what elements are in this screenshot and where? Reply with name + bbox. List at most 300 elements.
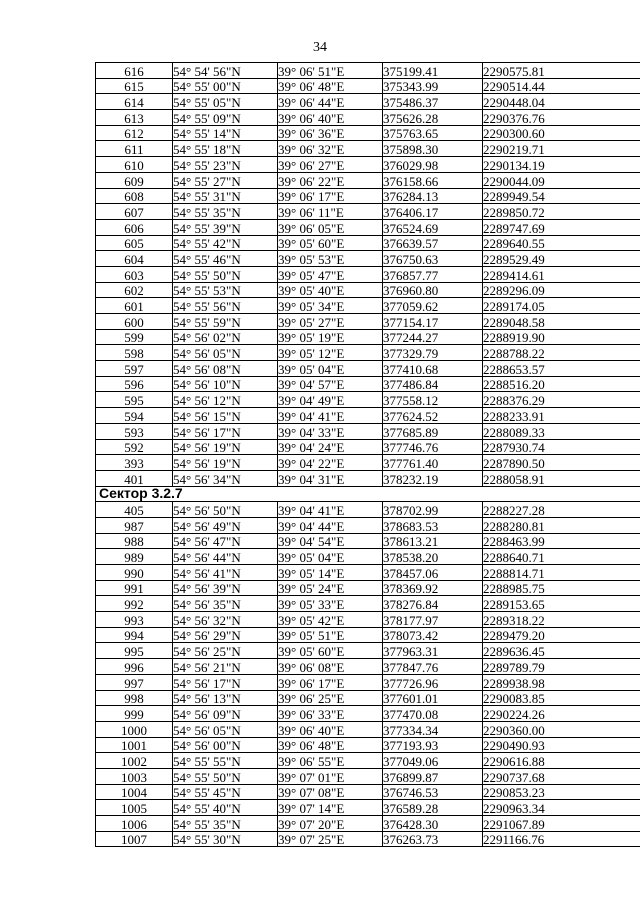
y-coordinate-cell: 2289318.22 — [483, 612, 640, 628]
latitude-cell: 54° 55' 31"N — [173, 188, 278, 204]
longitude-cell: 39° 06' 17"E — [278, 188, 383, 204]
latitude-cell: 54° 55' 09"N — [173, 110, 278, 126]
y-coordinate-cell: 2290134.19 — [483, 157, 640, 173]
table-row — [96, 612, 640, 628]
x-coordinate-cell: 377601.01 — [383, 690, 483, 706]
table-row — [96, 517, 640, 533]
table-row — [96, 627, 640, 643]
table-row — [96, 235, 640, 251]
y-coordinate-cell: 2290300.60 — [483, 125, 640, 141]
longitude-cell: 39° 06' 51"E — [278, 63, 383, 79]
point-number-cell: 996 — [96, 659, 173, 675]
latitude-cell: 54° 55' 23"N — [173, 157, 278, 173]
y-coordinate-cell: 2287890.50 — [483, 455, 640, 471]
longitude-cell: 39° 04' 33"E — [278, 423, 383, 439]
table-row — [96, 816, 640, 832]
x-coordinate-cell: 376158.66 — [383, 172, 483, 188]
x-coordinate-cell: 378457.06 — [383, 565, 483, 581]
longitude-cell: 39° 05' 47"E — [278, 266, 383, 282]
table-row — [96, 439, 640, 455]
latitude-cell: 54° 55' 50"N — [173, 768, 278, 784]
longitude-cell: 39° 07' 01"E — [278, 768, 383, 784]
x-coordinate-cell: 375898.30 — [383, 141, 483, 157]
x-coordinate-cell: 376284.13 — [383, 188, 483, 204]
x-coordinate-cell: 378276.84 — [383, 596, 483, 612]
point-number-cell: 405 — [96, 502, 173, 518]
longitude-cell: 39° 06' 17"E — [278, 674, 383, 690]
page-number: 34 — [313, 40, 327, 55]
y-coordinate-cell: 2289296.09 — [483, 282, 640, 298]
point-number-cell: 608 — [96, 188, 173, 204]
y-coordinate-cell: 2288233.91 — [483, 408, 640, 424]
point-number-cell: 393 — [96, 455, 173, 471]
x-coordinate-cell: 376406.17 — [383, 204, 483, 220]
point-number-cell: 606 — [96, 219, 173, 235]
table-row — [96, 78, 640, 94]
y-coordinate-cell: 2290224.26 — [483, 706, 640, 722]
x-coordinate-cell: 378177.97 — [383, 612, 483, 628]
sector-header — [96, 486, 640, 502]
table-row — [96, 141, 640, 157]
longitude-cell: 39° 05' 19"E — [278, 329, 383, 345]
longitude-cell: 39° 06' 08"E — [278, 659, 383, 675]
table-row — [96, 219, 640, 235]
point-number-cell: 989 — [96, 549, 173, 565]
y-coordinate-cell: 2288280.81 — [483, 517, 640, 533]
point-number-cell: 602 — [96, 282, 173, 298]
latitude-cell: 54° 56' 02"N — [173, 329, 278, 345]
latitude-cell: 54° 56' 05"N — [173, 345, 278, 361]
table-row — [96, 361, 640, 377]
longitude-cell: 39° 06' 32"E — [278, 141, 383, 157]
x-coordinate-cell: 378369.92 — [383, 580, 483, 596]
longitude-cell: 39° 05' 60"E — [278, 643, 383, 659]
y-coordinate-cell: 2289153.65 — [483, 596, 640, 612]
table-row — [96, 831, 640, 847]
longitude-cell: 39° 06' 48"E — [278, 737, 383, 753]
latitude-cell: 54° 56' 35"N — [173, 596, 278, 612]
latitude-cell: 54° 56' 49"N — [173, 517, 278, 533]
longitude-cell: 39° 06' 05"E — [278, 219, 383, 235]
x-coordinate-cell: 375486.37 — [383, 94, 483, 110]
latitude-cell: 54° 55' 35"N — [173, 204, 278, 220]
point-number-cell: 592 — [96, 439, 173, 455]
point-number-cell: 988 — [96, 533, 173, 549]
point-number-cell: 612 — [96, 125, 173, 141]
longitude-cell: 39° 05' 24"E — [278, 580, 383, 596]
longitude-cell: 39° 05' 40"E — [278, 282, 383, 298]
table-row — [96, 753, 640, 769]
longitude-cell: 39° 04' 44"E — [278, 517, 383, 533]
y-coordinate-cell: 2289789.79 — [483, 659, 640, 675]
x-coordinate-cell: 377329.79 — [383, 345, 483, 361]
x-coordinate-cell: 377847.76 — [383, 659, 483, 675]
longitude-cell: 39° 04' 41"E — [278, 408, 383, 424]
y-coordinate-cell: 2289850.72 — [483, 204, 640, 220]
point-number-cell: 605 — [96, 235, 173, 251]
point-number-cell: 1002 — [96, 753, 173, 769]
x-coordinate-cell: 375763.65 — [383, 125, 483, 141]
longitude-cell: 39° 06' 33"E — [278, 706, 383, 722]
longitude-cell: 39° 04' 41"E — [278, 502, 383, 518]
longitude-cell: 39° 05' 53"E — [278, 251, 383, 267]
point-number-cell: 401 — [96, 470, 173, 486]
point-number-cell: 601 — [96, 298, 173, 314]
longitude-cell: 39° 06' 27"E — [278, 157, 383, 173]
x-coordinate-cell: 377244.27 — [383, 329, 483, 345]
table-row — [96, 737, 640, 753]
point-number-cell: 614 — [96, 94, 173, 110]
latitude-cell: 54° 55' 42"N — [173, 235, 278, 251]
latitude-cell: 54° 56' 17"N — [173, 423, 278, 439]
point-number-cell: 595 — [96, 392, 173, 408]
longitude-cell: 39° 04' 31"E — [278, 470, 383, 486]
longitude-cell: 39° 05' 14"E — [278, 565, 383, 581]
point-number-cell: 615 — [96, 78, 173, 94]
longitude-cell: 39° 07' 14"E — [278, 800, 383, 816]
x-coordinate-cell: 378613.21 — [383, 533, 483, 549]
point-number-cell: 998 — [96, 690, 173, 706]
longitude-cell: 39° 07' 08"E — [278, 784, 383, 800]
x-coordinate-cell: 377624.52 — [383, 408, 483, 424]
coordinates-table-body-before — [96, 63, 640, 487]
table-row — [96, 580, 640, 596]
point-number-cell: 1000 — [96, 721, 173, 737]
longitude-cell: 39° 07' 25"E — [278, 831, 383, 847]
latitude-cell: 54° 55' 50"N — [173, 266, 278, 282]
latitude-cell: 54° 55' 59"N — [173, 314, 278, 330]
x-coordinate-cell: 378232.19 — [383, 470, 483, 486]
longitude-cell: 39° 04' 54"E — [278, 533, 383, 549]
y-coordinate-cell: 2288376.29 — [483, 392, 640, 408]
x-coordinate-cell: 377470.08 — [383, 706, 483, 722]
longitude-cell: 39° 06' 25"E — [278, 690, 383, 706]
table-row — [96, 659, 640, 675]
x-coordinate-cell: 378683.53 — [383, 517, 483, 533]
y-coordinate-cell: 2291067.89 — [483, 816, 640, 832]
longitude-cell: 39° 05' 42"E — [278, 612, 383, 628]
y-coordinate-cell: 2289048.58 — [483, 314, 640, 330]
table-row — [96, 674, 640, 690]
longitude-cell: 39° 05' 12"E — [278, 345, 383, 361]
y-coordinate-cell: 2290219.71 — [483, 141, 640, 157]
y-coordinate-cell: 2289640.55 — [483, 235, 640, 251]
y-coordinate-cell: 2288788.22 — [483, 345, 640, 361]
y-coordinate-cell: 2290514.44 — [483, 78, 640, 94]
table-row — [96, 690, 640, 706]
latitude-cell: 54° 56' 29"N — [173, 627, 278, 643]
latitude-cell: 54° 55' 40"N — [173, 800, 278, 816]
latitude-cell: 54° 55' 35"N — [173, 816, 278, 832]
longitude-cell: 39° 05' 51"E — [278, 627, 383, 643]
point-number-cell: 598 — [96, 345, 173, 361]
longitude-cell: 39° 06' 40"E — [278, 110, 383, 126]
table-row — [96, 392, 640, 408]
latitude-cell: 54° 56' 34"N — [173, 470, 278, 486]
longitude-cell: 39° 05' 04"E — [278, 549, 383, 565]
table-row — [96, 188, 640, 204]
sector-label: Сектор 3.2.7 — [96, 486, 640, 502]
point-number-cell: 1004 — [96, 784, 173, 800]
point-number-cell: 1003 — [96, 768, 173, 784]
longitude-cell: 39° 04' 49"E — [278, 392, 383, 408]
point-number-cell: 597 — [96, 361, 173, 377]
longitude-cell: 39° 05' 33"E — [278, 596, 383, 612]
longitude-cell: 39° 04' 57"E — [278, 376, 383, 392]
latitude-cell: 54° 56' 19"N — [173, 439, 278, 455]
table-row — [96, 266, 640, 282]
longitude-cell: 39° 06' 48"E — [278, 78, 383, 94]
point-number-cell: 1001 — [96, 737, 173, 753]
table-row — [96, 345, 640, 361]
table-row — [96, 784, 640, 800]
x-coordinate-cell: 378702.99 — [383, 502, 483, 518]
x-coordinate-cell: 377334.34 — [383, 721, 483, 737]
latitude-cell: 54° 55' 30"N — [173, 831, 278, 847]
y-coordinate-cell: 2288640.71 — [483, 549, 640, 565]
latitude-cell: 54° 55' 53"N — [173, 282, 278, 298]
y-coordinate-cell: 2288653.57 — [483, 361, 640, 377]
y-coordinate-cell: 2290490.93 — [483, 737, 640, 753]
table-row — [96, 110, 640, 126]
latitude-cell: 54° 56' 41"N — [173, 565, 278, 581]
latitude-cell: 54° 56' 32"N — [173, 612, 278, 628]
latitude-cell: 54° 55' 55"N — [173, 753, 278, 769]
latitude-cell: 54° 55' 56"N — [173, 298, 278, 314]
table-row — [96, 533, 640, 549]
latitude-cell: 54° 55' 05"N — [173, 94, 278, 110]
y-coordinate-cell: 2289636.45 — [483, 643, 640, 659]
sector-row — [96, 486, 640, 502]
point-number-cell: 610 — [96, 157, 173, 173]
coordinates-table-body-after — [96, 502, 640, 847]
y-coordinate-cell: 2290376.76 — [483, 110, 640, 126]
latitude-cell: 54° 55' 00"N — [173, 78, 278, 94]
x-coordinate-cell: 377410.68 — [383, 361, 483, 377]
point-number-cell: 593 — [96, 423, 173, 439]
point-number-cell: 997 — [96, 674, 173, 690]
latitude-cell: 54° 56' 13"N — [173, 690, 278, 706]
y-coordinate-cell: 2290448.04 — [483, 94, 640, 110]
y-coordinate-cell: 2290575.81 — [483, 63, 640, 79]
longitude-cell: 39° 06' 44"E — [278, 94, 383, 110]
table-row — [96, 376, 640, 392]
x-coordinate-cell: 377049.06 — [383, 753, 483, 769]
latitude-cell: 54° 56' 09"N — [173, 706, 278, 722]
x-coordinate-cell: 376029.98 — [383, 157, 483, 173]
table-row — [96, 565, 640, 581]
latitude-cell: 54° 56' 10"N — [173, 376, 278, 392]
table-row — [96, 63, 640, 79]
longitude-cell: 39° 04' 24"E — [278, 439, 383, 455]
y-coordinate-cell: 2289174.05 — [483, 298, 640, 314]
latitude-cell: 54° 56' 19"N — [173, 455, 278, 471]
table-row — [96, 423, 640, 439]
table-row — [96, 768, 640, 784]
y-coordinate-cell: 2289938.98 — [483, 674, 640, 690]
y-coordinate-cell: 2288227.28 — [483, 502, 640, 518]
x-coordinate-cell: 377963.31 — [383, 643, 483, 659]
x-coordinate-cell: 376899.87 — [383, 768, 483, 784]
point-number-cell: 600 — [96, 314, 173, 330]
y-coordinate-cell: 2289529.49 — [483, 251, 640, 267]
y-coordinate-cell: 2290083.85 — [483, 690, 640, 706]
x-coordinate-cell: 376960.80 — [383, 282, 483, 298]
point-number-cell: 994 — [96, 627, 173, 643]
table-row — [96, 800, 640, 816]
table-row — [96, 549, 640, 565]
latitude-cell: 54° 56' 21"N — [173, 659, 278, 675]
table-row — [96, 408, 640, 424]
point-number-cell: 594 — [96, 408, 173, 424]
x-coordinate-cell: 376746.53 — [383, 784, 483, 800]
x-coordinate-cell: 377685.89 — [383, 423, 483, 439]
longitude-cell: 39° 04' 22"E — [278, 455, 383, 471]
y-coordinate-cell: 2289747.69 — [483, 219, 640, 235]
coordinates-table — [95, 62, 640, 847]
latitude-cell: 54° 55' 27"N — [173, 172, 278, 188]
x-coordinate-cell: 377746.76 — [383, 439, 483, 455]
table-row — [96, 172, 640, 188]
y-coordinate-cell: 2288919.90 — [483, 329, 640, 345]
x-coordinate-cell: 375199.41 — [383, 63, 483, 79]
x-coordinate-cell: 376589.28 — [383, 800, 483, 816]
point-number-cell: 603 — [96, 266, 173, 282]
latitude-cell: 54° 56' 15"N — [173, 408, 278, 424]
table-row — [96, 94, 640, 110]
table-row — [96, 470, 640, 486]
table-row — [96, 204, 640, 220]
x-coordinate-cell: 376428.30 — [383, 816, 483, 832]
point-number-cell: 611 — [96, 141, 173, 157]
latitude-cell: 54° 56' 00"N — [173, 737, 278, 753]
latitude-cell: 54° 56' 47"N — [173, 533, 278, 549]
y-coordinate-cell: 2290737.68 — [483, 768, 640, 784]
point-number-cell: 596 — [96, 376, 173, 392]
longitude-cell: 39° 06' 55"E — [278, 753, 383, 769]
table-row — [96, 125, 640, 141]
longitude-cell: 39° 07' 20"E — [278, 816, 383, 832]
latitude-cell: 54° 56' 05"N — [173, 721, 278, 737]
y-coordinate-cell: 2288516.20 — [483, 376, 640, 392]
point-number-cell: 992 — [96, 596, 173, 612]
y-coordinate-cell: 2288089.33 — [483, 423, 640, 439]
longitude-cell: 39° 06' 11"E — [278, 204, 383, 220]
y-coordinate-cell: 2289479.20 — [483, 627, 640, 643]
x-coordinate-cell: 377726.96 — [383, 674, 483, 690]
latitude-cell: 54° 56' 25"N — [173, 643, 278, 659]
point-number-cell: 609 — [96, 172, 173, 188]
longitude-cell: 39° 06' 36"E — [278, 125, 383, 141]
point-number-cell: 1006 — [96, 816, 173, 832]
latitude-cell: 54° 54' 56"N — [173, 63, 278, 79]
point-number-cell: 1007 — [96, 831, 173, 847]
latitude-cell: 54° 55' 18"N — [173, 141, 278, 157]
longitude-cell: 39° 05' 60"E — [278, 235, 383, 251]
x-coordinate-cell: 376263.73 — [383, 831, 483, 847]
table-row — [96, 314, 640, 330]
y-coordinate-cell: 2288463.99 — [483, 533, 640, 549]
point-number-cell: 616 — [96, 63, 173, 79]
table-row — [96, 596, 640, 612]
point-number-cell: 1005 — [96, 800, 173, 816]
latitude-cell: 54° 56' 08"N — [173, 361, 278, 377]
latitude-cell: 54° 56' 17"N — [173, 674, 278, 690]
x-coordinate-cell: 376524.69 — [383, 219, 483, 235]
y-coordinate-cell: 2287930.74 — [483, 439, 640, 455]
y-coordinate-cell: 2290360.00 — [483, 721, 640, 737]
x-coordinate-cell: 377154.17 — [383, 314, 483, 330]
longitude-cell: 39° 05' 04"E — [278, 361, 383, 377]
y-coordinate-cell: 2290963.34 — [483, 800, 640, 816]
latitude-cell: 54° 55' 45"N — [173, 784, 278, 800]
y-coordinate-cell: 2288814.71 — [483, 565, 640, 581]
point-number-cell: 613 — [96, 110, 173, 126]
latitude-cell: 54° 55' 39"N — [173, 219, 278, 235]
x-coordinate-cell: 375343.99 — [383, 78, 483, 94]
x-coordinate-cell: 377193.93 — [383, 737, 483, 753]
y-coordinate-cell: 2288985.75 — [483, 580, 640, 596]
y-coordinate-cell: 2290616.88 — [483, 753, 640, 769]
latitude-cell: 54° 55' 14"N — [173, 125, 278, 141]
x-coordinate-cell: 376857.77 — [383, 266, 483, 282]
latitude-cell: 54° 55' 46"N — [173, 251, 278, 267]
table-row — [96, 455, 640, 471]
point-number-cell: 987 — [96, 517, 173, 533]
x-coordinate-cell: 377558.12 — [383, 392, 483, 408]
y-coordinate-cell: 2291166.76 — [483, 831, 640, 847]
table-row — [96, 706, 640, 722]
table-row — [96, 721, 640, 737]
table-row — [96, 157, 640, 173]
x-coordinate-cell: 377761.40 — [383, 455, 483, 471]
x-coordinate-cell: 378073.42 — [383, 627, 483, 643]
point-number-cell: 990 — [96, 565, 173, 581]
x-coordinate-cell: 376750.63 — [383, 251, 483, 267]
longitude-cell: 39° 06' 22"E — [278, 172, 383, 188]
longitude-cell: 39° 06' 40"E — [278, 721, 383, 737]
table-row — [96, 251, 640, 267]
y-coordinate-cell: 2289949.54 — [483, 188, 640, 204]
point-number-cell: 993 — [96, 612, 173, 628]
y-coordinate-cell: 2290853.23 — [483, 784, 640, 800]
table-row — [96, 502, 640, 518]
longitude-cell: 39° 05' 27"E — [278, 314, 383, 330]
point-number-cell: 999 — [96, 706, 173, 722]
point-number-cell: 991 — [96, 580, 173, 596]
table-row — [96, 643, 640, 659]
latitude-cell: 54° 56' 39"N — [173, 580, 278, 596]
table-row — [96, 282, 640, 298]
x-coordinate-cell: 375626.28 — [383, 110, 483, 126]
table-row — [96, 329, 640, 345]
point-number-cell: 607 — [96, 204, 173, 220]
longitude-cell: 39° 05' 34"E — [278, 298, 383, 314]
y-coordinate-cell: 2289414.61 — [483, 266, 640, 282]
x-coordinate-cell: 377486.84 — [383, 376, 483, 392]
x-coordinate-cell: 376639.57 — [383, 235, 483, 251]
latitude-cell: 54° 56' 50"N — [173, 502, 278, 518]
table-row — [96, 298, 640, 314]
latitude-cell: 54° 56' 12"N — [173, 392, 278, 408]
x-coordinate-cell: 378538.20 — [383, 549, 483, 565]
point-number-cell: 604 — [96, 251, 173, 267]
point-number-cell: 599 — [96, 329, 173, 345]
point-number-cell: 995 — [96, 643, 173, 659]
y-coordinate-cell: 2290044.09 — [483, 172, 640, 188]
x-coordinate-cell: 377059.62 — [383, 298, 483, 314]
latitude-cell: 54° 56' 44"N — [173, 549, 278, 565]
